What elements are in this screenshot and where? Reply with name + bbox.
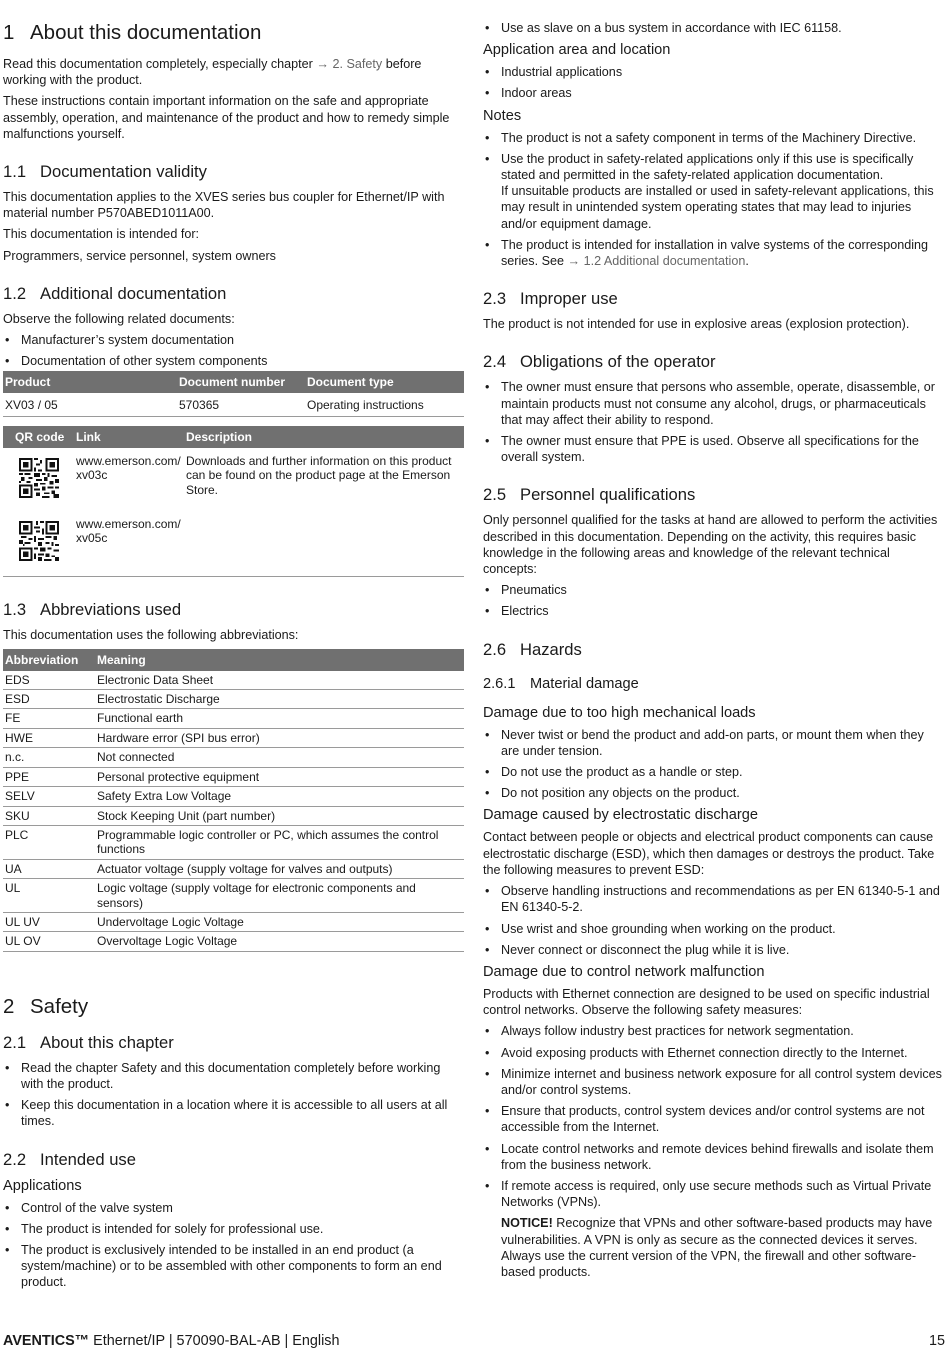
- esd-para: Contact between people or objects and electrical product components can cause electrostatic discharge (ESD), which then damages or destroys the product. Take the following measures to prevent ESD:: [483, 830, 935, 877]
- abbreviation-cell: UL UV: [3, 912, 95, 931]
- list-item: • Always follow industry best practices for network segmentation.: [483, 1023, 945, 1039]
- table-row: [3, 767, 464, 786]
- meaning-cell: Not connected: [95, 748, 464, 767]
- abbreviation-cell: HWE: [3, 728, 95, 747]
- notes-heading: Notes: [483, 107, 522, 124]
- abbreviation-cell: SELV: [3, 787, 95, 806]
- list-item: • The owner must ensure that PPE is used. Observe all specifications for the overall system.: [483, 433, 945, 465]
- mechanical-loads-list: [483, 727, 945, 802]
- section-2-6-heading: 2.6 Hazards: [483, 639, 582, 659]
- meaning-cell: Functional earth: [95, 709, 464, 728]
- table-row: www.emerson.com/ xv03c Downloads and further information on this product can be found on the product page at the Emerson Store.: [3, 448, 464, 511]
- section-2-3-heading: 2.3 Improper use: [483, 289, 618, 309]
- meaning-cell: Undervoltage Logic Voltage: [95, 912, 464, 931]
- abbreviation-cell: n.c.: [3, 748, 95, 767]
- meaning-cell: Electronic Data Sheet: [95, 671, 464, 690]
- applications-heading: Applications: [3, 1177, 82, 1194]
- application-area-list: [483, 64, 945, 101]
- meaning-cell: Hardware error (SPI bus error): [95, 728, 464, 747]
- qr-code-table: [3, 426, 464, 578]
- abbreviations-table: [3, 649, 464, 952]
- table-row: [3, 806, 464, 825]
- abbreviation-cell: FE: [3, 709, 95, 728]
- list-item: • Use the product in safety-related applications only if this use is specifically stated and permitted in the safety-related application documentation. If unsuitable products are installed or used in safety-relevant applications, this may result in unintended system operating states that may lead to injuries and/or equipment damage.: [483, 151, 945, 232]
- abbreviation-cell: PPE: [3, 767, 95, 786]
- table-header: Description: [184, 426, 464, 448]
- table-row: [3, 709, 464, 728]
- list-item: • Observe handling instructions and recommendations as per EN 61340-5-1 and EN 61340-5-2.: [483, 883, 945, 915]
- list-item: • Indoor areas: [483, 85, 945, 101]
- section-1-3-heading: 1.3 Abbreviations used: [3, 600, 182, 620]
- network-para: Products with Ethernet connection are designed to be used on specific industrial control networks. Observe the following safety measures:: [483, 986, 930, 1018]
- list-item: • Documentation of other system components: [3, 353, 464, 369]
- list-item: • Use wrist and shoe grounding when working on the product.: [483, 921, 945, 937]
- section-1-1-heading: 1.1 Documentation validity: [3, 162, 207, 182]
- meaning-cell: Actuator voltage (supply voltage for valves and outputs): [95, 859, 464, 878]
- application-area-heading: Application area and location: [483, 42, 671, 59]
- esd-list: [483, 883, 945, 958]
- table-row: [3, 825, 464, 859]
- list-item: • Never connect or disconnect the plug while it is live.: [483, 942, 945, 958]
- footer-doc-info: Ethernet/IP | 570090-BAL-AB | English: [89, 1333, 340, 1349]
- network-heading: Damage due to control network malfunction: [483, 963, 765, 980]
- list-item: • The product is intended for installation in valve systems of the corresponding series. See → 1.2 Additional documentation.: [483, 237, 945, 269]
- meaning-cell: Stock Keeping Unit (part number): [95, 806, 464, 825]
- abbreviation-cell: ESD: [3, 690, 95, 709]
- abbreviation-cell: UL OV: [3, 932, 95, 951]
- section-1-2-heading: 1.2 Additional documentation: [3, 283, 227, 303]
- list-item: • Pneumatics: [483, 582, 945, 598]
- table-row: [3, 859, 464, 878]
- list-item: • Control of the valve system: [3, 1200, 464, 1216]
- safety-link[interactable]: → 2. Safety: [316, 57, 383, 71]
- qr-code-xv05c: [19, 521, 59, 561]
- table-header: Abbreviation: [3, 649, 95, 671]
- brand-name: AVENTICS™: [3, 1333, 90, 1349]
- meaning-cell: Programmable logic controller or PC, which assumes the control functions: [95, 825, 464, 859]
- table-row: [3, 912, 464, 931]
- abbreviations-intro: This documentation uses the following abbreviations:: [3, 628, 299, 643]
- document-table: [3, 371, 464, 416]
- section-1-para-1: Read this documentation completely, especially chapter → 2. Safety before working with the product.: [3, 57, 422, 88]
- intended-for-para: This documentation is intended for:: [3, 227, 200, 242]
- list-item: • If remote access is required, only use secure methods such as Virtual Private Networks (VPNs). NOTICE! Recognize that VPNs and other software-based products may have vulnerabilities. A VPN is only as secure as the connected devices it serves. Always use the current version of the VPN, the firewall and other software-based products.: [483, 1178, 945, 1280]
- additional-documentation-link[interactable]: → 1.2 Additional documentation: [567, 254, 746, 269]
- right-column: [483, 20, 945, 1285]
- table-header: Document number: [177, 371, 305, 393]
- table-header: Product: [3, 371, 177, 393]
- network-list: [483, 1023, 945, 1280]
- qr-code-xv03c: [19, 458, 59, 498]
- list-item: • The product is not a safety component in terms of the Machinery Directive.: [483, 130, 945, 146]
- list-item: • Do not position any objects on the product.: [483, 785, 945, 801]
- link-xv05c[interactable]: www.emerson.com/ xv05c: [74, 511, 184, 577]
- table-header: Document type: [305, 371, 464, 393]
- section-2-1-heading: 2.1 About this chapter: [3, 1032, 174, 1052]
- audience-para: Programmers, service personnel, system owners: [3, 248, 276, 263]
- table-row: [3, 787, 464, 806]
- applications-list-continued: [483, 20, 945, 36]
- list-item: • Minimize internet and business network exposure for all control system devices and/or control systems.: [483, 1066, 945, 1098]
- meaning-cell: Safety Extra Low Voltage: [95, 787, 464, 806]
- list-item: • The product is exclusively intended to be installed in an end product (a system/machine) or to be assembled with other components to form an end product.: [3, 1242, 464, 1291]
- related-docs-intro: Observe the following related documents:: [3, 311, 235, 326]
- table-row: [3, 932, 464, 951]
- applications-list: [3, 1200, 464, 1291]
- table-row: [3, 671, 464, 690]
- list-item: • Do not use the product as a handle or step.: [483, 764, 945, 780]
- section-2-5-heading: 2.5 Personnel qualifications: [483, 485, 696, 505]
- notice-block: NOTICE! Recognize that VPNs and other software-based products may have vulnerabilities. A VPN is only as secure as the connected devices it serves. Always use the current version of the VPN, the firewall and other software-based products.: [501, 1216, 933, 1279]
- table-row: [3, 879, 464, 913]
- section-1-heading: 1 About this documentation: [3, 21, 262, 44]
- list-item: • Ensure that products, control system devices and/or control systems are not accessible from the Internet.: [483, 1103, 945, 1135]
- abbreviation-cell: EDS: [3, 671, 95, 690]
- section-2-heading: 2 Safety: [3, 994, 89, 1018]
- meaning-cell: Overvoltage Logic Voltage: [95, 932, 464, 951]
- section-2-2-heading: 2.2 Intended use: [3, 1149, 136, 1169]
- list-item: • Use as slave on a bus system in accordance with IEC 61158.: [483, 20, 945, 36]
- improper-use-para: The product is not intended for use in explosive areas (explosion protection).: [483, 317, 910, 332]
- list-item: • The owner must ensure that persons who assemble, operate, disassemble, or maintain products must not consume any alcohol, drugs, or pharmaceuticals that may affect their ability to respond.: [483, 379, 945, 428]
- table-row: XV03 / 05 570365 Operating instructions: [3, 393, 464, 416]
- mechanical-loads-heading: Damage due to too high mechanical loads: [483, 704, 756, 721]
- table-row: [3, 728, 464, 747]
- list-item: • Electrics: [483, 603, 945, 619]
- table-header: Meaning: [95, 649, 464, 671]
- page-number: 15: [928, 1333, 945, 1349]
- qualifications-list: [483, 582, 945, 619]
- list-item: • Keep this documentation in a location where it is accessible to all users at all times.: [3, 1097, 464, 1129]
- about-chapter-list: [3, 1060, 464, 1130]
- meaning-cell: Logic voltage (supply voltage for electronic components and sensors): [95, 879, 464, 913]
- section-2-4-heading: 2.4 Obligations of the operator: [483, 352, 716, 372]
- section-2-6-1-heading: 2.6.1 Material damage: [483, 675, 639, 692]
- notes-list: [483, 130, 945, 270]
- meaning-cell: Personal protective equipment: [95, 767, 464, 786]
- left-column: [3, 20, 464, 1296]
- abbreviation-cell: UL: [3, 879, 95, 913]
- section-1-para-2: These instructions contain important information on the safe and appropriate assembly, operation, and maintenance of the product and how to remedy simple malfunctions yourself.: [3, 94, 450, 141]
- related-docs-list: [3, 332, 464, 369]
- table-header: QR code: [3, 426, 74, 448]
- table-row: [3, 690, 464, 709]
- link-xv03c[interactable]: www.emerson.com/ xv03c: [76, 453, 181, 483]
- qualifications-para: Only personnel qualified for the tasks at hand are allowed to perform the activities described in this documentation. Depending on the activity, this requires basic knowledge in the following areas and knowledge of the relevant technical concepts:: [483, 513, 938, 577]
- list-item: • The product is intended for solely for professional use.: [3, 1221, 464, 1237]
- list-item: • Avoid exposing products with Ethernet connection directly to the Internet.: [483, 1045, 945, 1061]
- list-item: • Locate control networks and remote devices behind firewalls and isolate them from the business network.: [483, 1141, 945, 1173]
- operator-obligations-list: [483, 379, 945, 465]
- abbreviation-cell: UA: [3, 859, 95, 878]
- list-item: • Manufacturer’s system documentation: [3, 332, 464, 348]
- notice-label: NOTICE!: [501, 1216, 553, 1231]
- meaning-cell: Electrostatic Discharge: [95, 690, 464, 709]
- abbreviation-cell: PLC: [3, 825, 95, 859]
- list-item: • Industrial applications: [483, 64, 945, 80]
- page-footer: [3, 1332, 945, 1350]
- esd-heading: Damage caused by electrostatic discharge: [483, 807, 758, 824]
- table-row: [3, 511, 464, 577]
- list-item: • Read the chapter Safety and this documentation completely before working with the product.: [3, 1060, 464, 1092]
- table-header: Link: [74, 426, 184, 448]
- table-row: [3, 748, 464, 767]
- validity-para: This documentation applies to the XVES series bus coupler for Ethernet/IP with material number P570ABED1011A00.: [3, 190, 445, 221]
- list-item: • Never twist or bend the product and add-on parts, or mount them when they are under tension.: [483, 727, 945, 759]
- abbreviation-cell: SKU: [3, 806, 95, 825]
